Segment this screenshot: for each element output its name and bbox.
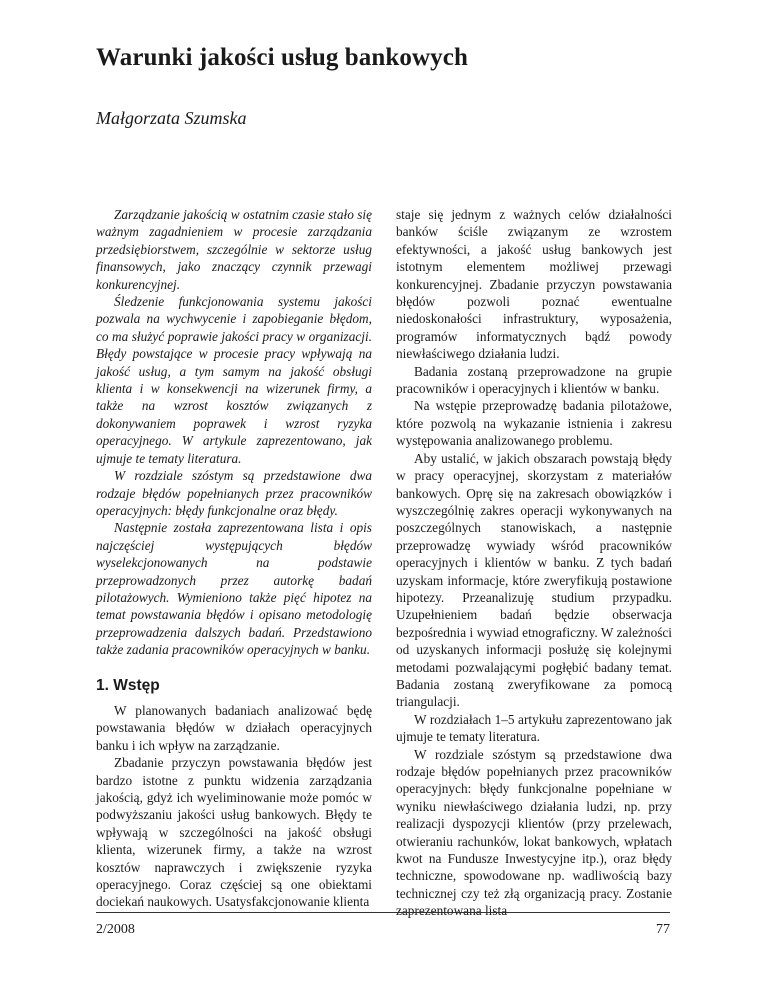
abstract-paragraph: W rozdziale szóstym są przedstawione dwa rodzaje błędów popełnianych przez pracowników operacyjnych: błędy funkcjonalne oraz błędy.	[96, 468, 372, 518]
body-paragraph: staje się jednym z ważnych celów działalności banków ściśle związanym ze wzrostem efektywności, a jakość usług bankowych jest istotnym elementem możliwej przewagi konkurencyjnej. Zbadanie przyczyn powstawania błędów pozwoli poznać ewentualne niedoskonałości infrastruktury, wyposażenia, programów informatycznych bądź powody niewłaściwego działania ludzi.	[396, 207, 672, 362]
body-paragraph: W rozdziałach 1–5 artykułu zaprezentowano jak ujmuje te tematy literatura.	[396, 711, 672, 745]
body-paragraph: W rozdziale szóstym są przedstawione dwa rodzaje błędów popełnianych przez pracowników operacyjnych: błędy funkcjonalne popełniane w wyniku niewłaściwego działania ludzi, np. przy realizacji dyspozycji klientów (przy przelewach, otwieraniu rachunków, lokat bankowych, wpłatach kwot na Fundusze Inwestycyjne itp.), oraz błędy techniczne, spowodowane np. wadliwością bazy technicznej czy też złą organizacją pracy. Zostanie zaprezentowana lista	[396, 746, 672, 919]
right-column	[396, 206, 672, 920]
footer-rule	[96, 912, 670, 913]
body-paragraph: Zbadanie przyczyn powstawania błędów jest bardzo istotne z punktu widzenia zarządzania jakością, gdyż ich wyeliminowanie może pomóc w podwyższaniu jakości usług bankowych. Błędy te wpływają w szczególności na jakość obsługi klienta, wizerunek firmy, a także na wzrost kosztów naprawczych i zwiększenie ryzyka operacyjnego. Coraz częściej są one obiektami dociekań naukowych. Usatysfakcjonowanie klienta	[96, 755, 372, 910]
abstract-paragraph: Zarządzanie jakością w ostatnim czasie stało się ważnym zagadnieniem w procesie zarządzania przedsiębiorstwem, szczególnie w sektorze usług finansowych, jako znaczący czynnik przewagi konkurencyjnej.	[96, 207, 372, 292]
body-paragraph: Badania zostaną przeprowadzone na grupie pracowników i operacyjnych i klientów w banku.	[396, 363, 672, 397]
abstract-paragraph: Następnie została zaprezentowana lista i opis najczęściej występujących błędów wyselekcjonowanych na podstawie przeprowadzonych przez autorkę badań pilotażowych. Wymieniono także pięć hipotez na temat powstawania błędów i opisano metodologię przeprowadzenia dalszych badań. Przedstawiono także zadania pracowników operacyjnych w banku.	[96, 520, 372, 658]
page-number: 77	[656, 922, 670, 937]
section-heading: 1. Wstęp	[96, 676, 160, 694]
body-paragraph: Na wstępie przeprowadzę badania pilotażowe, które pozwolą na wykazanie istnienia i zakresu występowania analizowanego problemu.	[396, 398, 672, 449]
article-author: Małgorzata Szumska	[96, 108, 247, 128]
article-title: Warunki jakości usług bankowych	[96, 44, 468, 71]
body-paragraph: W planowanych badaniach analizować będę powstawania błędów w działach operacyjnych banku i ich wpływ na zarządzanie.	[96, 702, 372, 753]
footer-issue: 2/2008	[96, 922, 135, 937]
abstract	[96, 206, 372, 659]
left-column	[96, 206, 372, 911]
abstract-paragraph: Śledzenie funkcjonowania systemu jakości pozwala na wychwycenie i zapobieganie błędom, co ma służyć poprawie jakości pracy w organizacji. Błędy powstające w procesie pracy wpływają na jakość usług, a tym samym na jakość obsługi klienta i w konsekwencji na wizerunek firmy, a także na wzrost kosztów związanych z dokonywaniem poprawek i wzrost ryzyka operacyjnego. W artykule zaprezentowano, jak ujmuje te tematy literatura.	[96, 294, 372, 466]
body-paragraph: Aby ustalić, w jakich obszarach powstają błędy w pracy operacyjnej, skorzystam z materiałów bankowych. Oprę się na zakresach obowiązków i wyszczególnię zakres operacji wykonywanych na poszczególnych stanowiskach, a następnie przeprowadzę wywiady wśród pracowników operacyjnych i klientów w banku. Z tych badań uzyskam informacje, które zweryfikują postawione hipotezy. Przeanalizuję studium przypadku. Uzupełnieniem badań będzie obserwacja bezpośrednia i wywiad etnograficzny. W zależności od uzyskanych informacji posłużę się kolejnymi metodami pozwalającymi pogłębić badany temat. Badania zostaną zweryfikowane za pomocą triangulacji.	[396, 450, 672, 710]
